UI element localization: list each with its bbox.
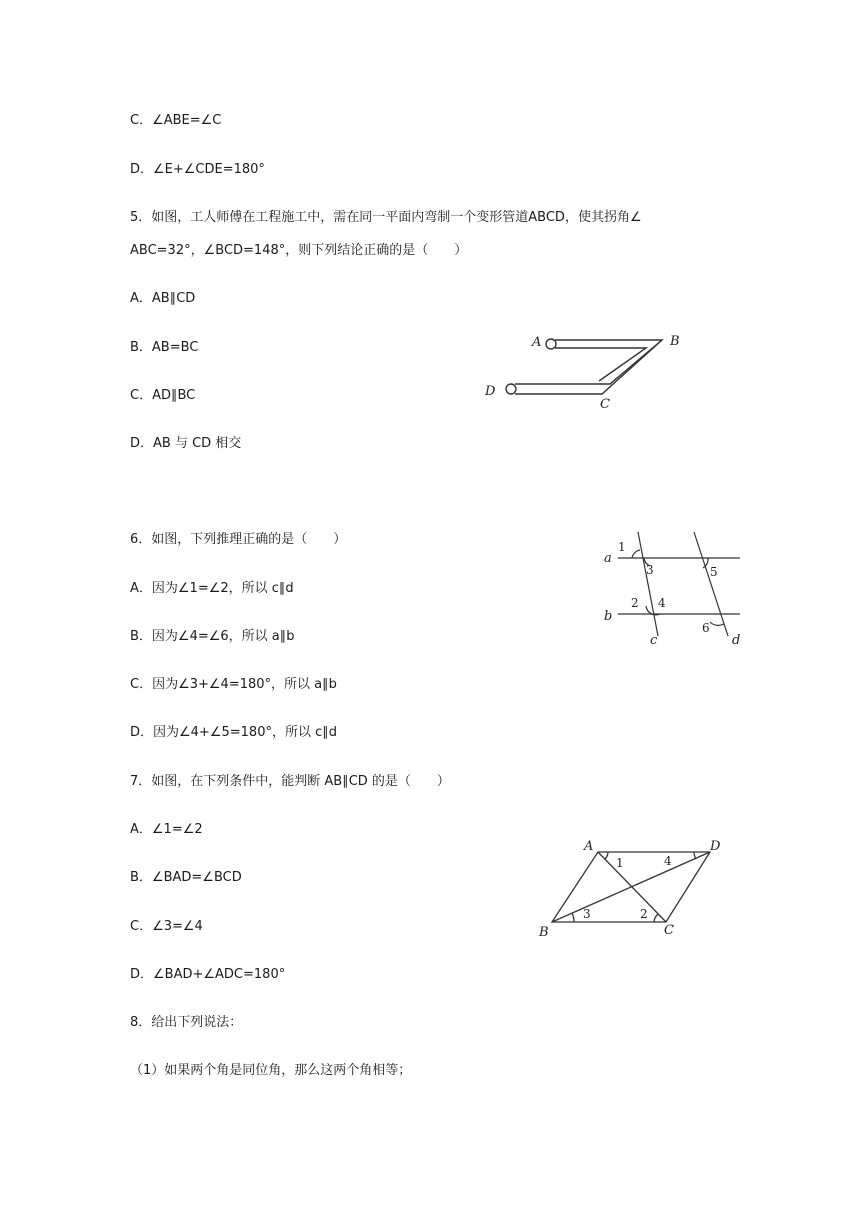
q6-option-a: A．因为∠1=∠2，所以 c∥d xyxy=(130,581,294,596)
angle-label-1: 1 xyxy=(618,540,626,554)
transversal-figure xyxy=(596,528,756,652)
angle-label-3: 3 xyxy=(646,563,654,577)
q7-option-a: A．∠1=∠2 xyxy=(130,822,203,837)
quad-angle-2: 2 xyxy=(640,907,648,921)
q7-stem: 7．如图，在下列条件中，能判断 AB∥CD 的是（ ） xyxy=(130,774,450,789)
q7-option-b: B．∠BAD=∠BCD xyxy=(130,870,242,885)
q6-option-d: D．因为∠4+∠5=180°，所以 c∥d xyxy=(130,725,337,740)
q6-option-b: B．因为∠4=∠6，所以 a∥b xyxy=(130,629,295,644)
angle-label-5: 5 xyxy=(710,565,718,579)
q4-option-d: D．∠E+∠CDE=180° xyxy=(130,162,265,177)
q5-option-d: D．AB 与 CD 相交 xyxy=(130,436,242,451)
line-label-d: d xyxy=(732,633,741,648)
pipe-label-b: B xyxy=(670,334,680,349)
q8-statement-1: （1）如果两个角是同位角，那么这两个角相等； xyxy=(130,1063,412,1078)
pipe-label-c: C xyxy=(600,397,610,412)
quad-label-a: A xyxy=(584,839,594,854)
q5-option-c: C．AD∥BC xyxy=(130,388,196,403)
q6-option-c: C．因为∠3+∠4=180°，所以 a∥b xyxy=(130,677,337,692)
line-label-c: c xyxy=(650,633,658,648)
q8-stem: 8．给出下列说法： xyxy=(130,1015,243,1030)
quad-angle-3: 3 xyxy=(583,907,591,921)
q7-option-c: C．∠3=∠4 xyxy=(130,919,203,934)
quadrilateral-figure xyxy=(534,834,734,942)
q5-stem-line2: ABC=32°，∠BCD=148°，则下列结论正确的是（ ） xyxy=(130,243,468,258)
q7-option-d: D．∠BAD+∠ADC=180° xyxy=(130,967,286,982)
q6-stem: 6．如图，下列推理正确的是（ ） xyxy=(130,532,347,547)
angle-label-2: 2 xyxy=(631,596,639,610)
q4-option-c: C．∠ABE=∠C xyxy=(130,113,222,128)
q5-stem-line1: 5．如图，工人师傅在工程施工中，需在同一平面内弯制一个变形管道ABCD，使其拐角∠ xyxy=(130,210,642,225)
angle-label-6: 6 xyxy=(702,621,710,635)
pipe-figure xyxy=(480,326,690,416)
q5-option-b: B．AB=BC xyxy=(130,340,199,355)
line-label-b: b xyxy=(604,609,613,624)
pipe-label-d: D xyxy=(485,384,496,399)
quad-angle-4: 4 xyxy=(664,854,672,868)
quad-angle-1: 1 xyxy=(616,856,624,870)
line-label-a: a xyxy=(604,551,612,566)
pipe-label-a: A xyxy=(532,335,542,350)
quad-label-c: C xyxy=(664,923,674,938)
quad-label-b: B xyxy=(539,925,549,940)
q5-option-a: A．AB∥CD xyxy=(130,291,196,306)
quad-label-d: D xyxy=(710,839,721,854)
angle-label-4: 4 xyxy=(658,596,666,610)
